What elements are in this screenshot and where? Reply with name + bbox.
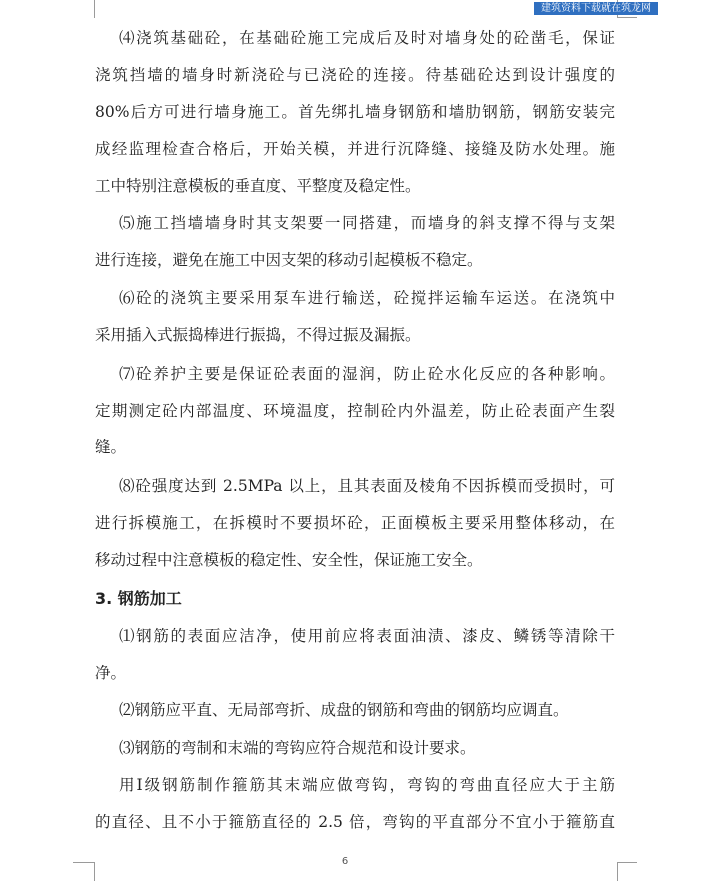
page-number: 6 (341, 856, 349, 867)
paragraph-line: 净。 (95, 664, 127, 682)
crop-mark-bottom-right-vertical (617, 862, 618, 881)
paragraph-line: 定期测定砼内部温度、环境温度，控制砼内外温差，防止砼表面产生裂 (95, 402, 615, 420)
paragraph-line: 移动过程中注意模板的稳定性、安全性，保证施工安全。 (95, 551, 483, 569)
paragraph-line: 缝。 (95, 438, 127, 456)
paragraph-line: ⑷浇筑基础砼，在基础砼施工完成后及时对墙身处的砼凿毛，保证 (119, 29, 615, 47)
paragraph-line: 的直径、且不小于箍筋直径的 2.5 倍，弯钩的平直部分不宜小于箍筋直 (95, 813, 615, 831)
paragraph-line: 工中特别注意模板的垂直度、平整度及稳定性。 (95, 177, 421, 195)
section-heading: 3. 钢筋加工 (95, 589, 182, 608)
paragraph-line: ⑹砼的浇筑主要采用泵车进行输送，砼搅拌运输车运送。在浇筑中 (119, 289, 615, 307)
crop-mark-top-right-horizontal (617, 17, 637, 18)
paragraph-line: 采用插入式振捣棒进行振捣，不得过振及漏振。 (95, 326, 421, 344)
paragraph-line: ⑺砼养护主要是保证砼表面的湿润，防止砼水化反应的各种影响。 (119, 365, 615, 383)
watermark-banner: 建筑资料下载就在筑龙网 (534, 2, 658, 15)
crop-mark-bottom-left-vertical (94, 862, 95, 881)
paragraph-line: 80%后方可进行墙身施工。首先绑扎墙身钢筋和墙肋钢筋，钢筋安装完 (95, 103, 615, 121)
paragraph-line: 进行拆模施工，在拆模时不要损坏砼，正面模板主要采用整体移动，在 (95, 514, 615, 532)
paragraph-line: 进行连接，避免在施工中因支架的移动引起模板不稳定。 (95, 251, 483, 269)
crop-mark-bottom-left-horizontal (73, 862, 94, 863)
paragraph-line: ⑶钢筋的弯制和末端的弯钩应符合规范和设计要求。 (119, 739, 476, 757)
paragraph-line: ⑻砼强度达到 2.5MPa 以上，且其表面及棱角不因拆模而受损时，可 (119, 477, 615, 495)
crop-mark-top-left (94, 0, 95, 18)
paragraph-line: ⑵钢筋应平直、无局部弯折、成盘的钢筋和弯曲的钢筋均应调直。 (119, 701, 569, 719)
paragraph-line: 用Ⅰ级钢筋制作箍筋其末端应做弯钩，弯钩的弯曲直径应大于主筋 (119, 776, 615, 794)
paragraph-line: ⑴钢筋的表面应洁净，使用前应将表面油渍、漆皮、鳞锈等清除干 (119, 627, 615, 645)
crop-mark-bottom-right-horizontal (617, 862, 637, 863)
paragraph-line: ⑸施工挡墙墙身时其支架要一同搭建，而墙身的斜支撑不得与支架 (119, 214, 615, 232)
paragraph-line: 成经监理检查合格后，开始关模，并进行沉降缝、接缝及防水处理。施 (95, 140, 615, 158)
paragraph-line: 浇筑挡墙的墙身时新浇砼与已浇砼的连接。待基础砼达到设计强度的 (95, 66, 615, 84)
